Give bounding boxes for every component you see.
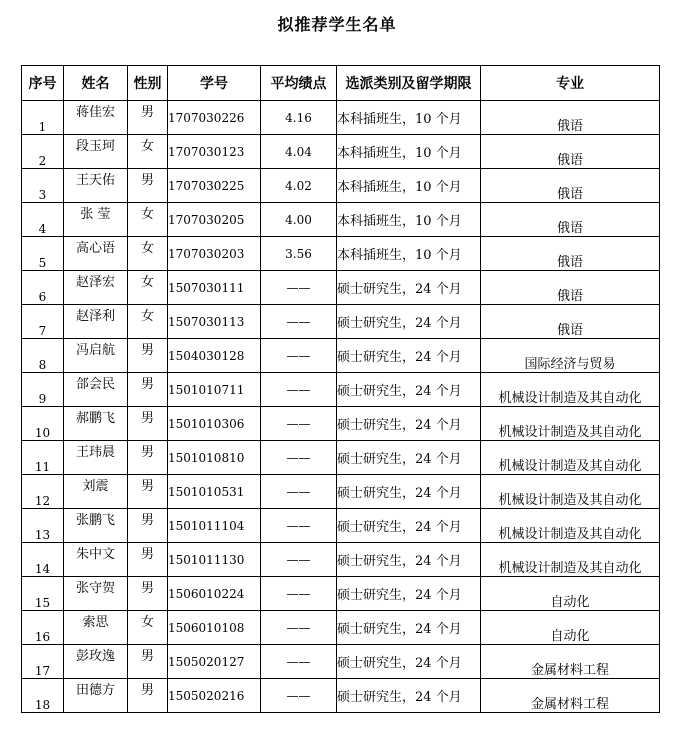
cell-major: 俄语 xyxy=(481,305,660,339)
cell-seq: 16 xyxy=(22,611,64,645)
cell-gender: 男 xyxy=(128,543,168,577)
header-type: 选派类别及留学期限 xyxy=(337,66,481,101)
cell-major: 机械设计制造及其自动化 xyxy=(481,543,660,577)
table-row xyxy=(22,611,660,645)
cell-major: 机械设计制造及其自动化 xyxy=(481,441,660,475)
cell-seq: 10 xyxy=(22,407,64,441)
cell-type: 硕士研究生，24 个月 xyxy=(337,611,481,645)
cell-student-id: 1505020127 xyxy=(168,645,261,679)
cell-seq: 3 xyxy=(22,169,64,203)
cell-major: 金属材料工程 xyxy=(481,645,660,679)
table-row xyxy=(22,101,660,135)
cell-student-id: 1507030111 xyxy=(168,271,261,305)
cell-gender: 女 xyxy=(128,271,168,305)
cell-student-id: 1707030226 xyxy=(168,101,261,135)
cell-type: 硕士研究生，24 个月 xyxy=(337,305,481,339)
table-row xyxy=(22,169,660,203)
cell-gpa: 4.16 xyxy=(261,101,337,135)
cell-gpa: —— xyxy=(261,271,337,305)
cell-gender: 男 xyxy=(128,373,168,407)
table-header-row xyxy=(22,66,660,101)
cell-type: 硕士研究生，24 个月 xyxy=(337,577,481,611)
cell-name: 高心语 xyxy=(64,237,128,271)
cell-gender: 男 xyxy=(128,679,168,713)
cell-name: 王天佑 xyxy=(64,169,128,203)
page-title: 拟推荐学生名单 xyxy=(277,15,397,34)
cell-gpa: —— xyxy=(261,679,337,713)
cell-gender: 男 xyxy=(128,441,168,475)
cell-gpa: —— xyxy=(261,373,337,407)
cell-seq: 9 xyxy=(22,373,64,407)
cell-name: 赵泽利 xyxy=(64,305,128,339)
cell-name: 刘震 xyxy=(64,475,128,509)
cell-gender: 女 xyxy=(128,305,168,339)
student-table xyxy=(21,65,660,713)
cell-major: 机械设计制造及其自动化 xyxy=(481,407,660,441)
cell-type: 硕士研究生，24 个月 xyxy=(337,441,481,475)
cell-gpa: —— xyxy=(261,577,337,611)
cell-type: 硕士研究生，24 个月 xyxy=(337,475,481,509)
cell-student-id: 1506010224 xyxy=(168,577,261,611)
cell-gender: 男 xyxy=(128,339,168,373)
cell-type: 硕士研究生，24 个月 xyxy=(337,679,481,713)
table-row xyxy=(22,135,660,169)
cell-name: 田德方 xyxy=(64,679,128,713)
cell-name: 赵泽宏 xyxy=(64,271,128,305)
cell-name: 郃会民 xyxy=(64,373,128,407)
table-row xyxy=(22,407,660,441)
cell-gender: 女 xyxy=(128,237,168,271)
cell-gpa: —— xyxy=(261,305,337,339)
cell-major: 俄语 xyxy=(481,271,660,305)
cell-student-id: 1501011104 xyxy=(168,509,261,543)
cell-seq: 8 xyxy=(22,339,64,373)
table-row xyxy=(22,373,660,407)
cell-type: 本科插班生，10 个月 xyxy=(337,203,481,237)
cell-gpa: —— xyxy=(261,475,337,509)
header-gpa: 平均绩点 xyxy=(261,66,337,101)
cell-name: 郝鹏飞 xyxy=(64,407,128,441)
table-row xyxy=(22,339,660,373)
cell-gpa: —— xyxy=(261,645,337,679)
cell-student-id: 1504030128 xyxy=(168,339,261,373)
cell-major: 机械设计制造及其自动化 xyxy=(481,509,660,543)
cell-gpa: 4.02 xyxy=(261,169,337,203)
cell-gpa: —— xyxy=(261,543,337,577)
cell-type: 本科插班生，10 个月 xyxy=(337,135,481,169)
cell-seq: 14 xyxy=(22,543,64,577)
cell-seq: 18 xyxy=(22,679,64,713)
cell-student-id: 1707030225 xyxy=(168,169,261,203)
cell-major: 自动化 xyxy=(481,611,660,645)
header-major: 专业 xyxy=(481,66,660,101)
cell-seq: 15 xyxy=(22,577,64,611)
cell-name: 张守贺 xyxy=(64,577,128,611)
cell-type: 本科插班生，10 个月 xyxy=(337,169,481,203)
cell-seq: 13 xyxy=(22,509,64,543)
table-row xyxy=(22,475,660,509)
header-seq: 序号 xyxy=(22,66,64,101)
header-name: 姓名 xyxy=(64,66,128,101)
cell-student-id: 1501010306 xyxy=(168,407,261,441)
header-student-id: 学号 xyxy=(168,66,261,101)
cell-type: 硕士研究生，24 个月 xyxy=(337,373,481,407)
cell-student-id: 1501011130 xyxy=(168,543,261,577)
cell-gpa: —— xyxy=(261,441,337,475)
cell-gpa: 4.00 xyxy=(261,203,337,237)
header-gender: 性别 xyxy=(128,66,168,101)
cell-seq: 6 xyxy=(22,271,64,305)
cell-type: 硕士研究生，24 个月 xyxy=(337,271,481,305)
cell-major: 俄语 xyxy=(481,169,660,203)
cell-gpa: 4.04 xyxy=(261,135,337,169)
table-row xyxy=(22,441,660,475)
cell-gender: 女 xyxy=(128,135,168,169)
cell-major: 俄语 xyxy=(481,203,660,237)
cell-name: 王玮晨 xyxy=(64,441,128,475)
cell-seq: 7 xyxy=(22,305,64,339)
table-row xyxy=(22,305,660,339)
cell-gender: 男 xyxy=(128,509,168,543)
cell-gpa: —— xyxy=(261,611,337,645)
cell-seq: 4 xyxy=(22,203,64,237)
cell-major: 自动化 xyxy=(481,577,660,611)
cell-seq: 11 xyxy=(22,441,64,475)
cell-gender: 男 xyxy=(128,577,168,611)
cell-seq: 2 xyxy=(22,135,64,169)
cell-student-id: 1505020216 xyxy=(168,679,261,713)
cell-type: 本科插班生，10 个月 xyxy=(337,237,481,271)
cell-student-id: 1501010531 xyxy=(168,475,261,509)
cell-type: 硕士研究生，24 个月 xyxy=(337,645,481,679)
cell-gender: 男 xyxy=(128,169,168,203)
cell-gpa: 3.56 xyxy=(261,237,337,271)
cell-student-id: 1507030113 xyxy=(168,305,261,339)
cell-student-id: 1501010810 xyxy=(168,441,261,475)
cell-major: 机械设计制造及其自动化 xyxy=(481,373,660,407)
cell-major: 俄语 xyxy=(481,237,660,271)
cell-name: 索思 xyxy=(64,611,128,645)
table-row xyxy=(22,679,660,713)
cell-student-id: 1506010108 xyxy=(168,611,261,645)
cell-type: 硕士研究生，24 个月 xyxy=(337,339,481,373)
cell-gender: 男 xyxy=(128,475,168,509)
cell-name: 张 莹 xyxy=(64,203,128,237)
cell-student-id: 1707030203 xyxy=(168,237,261,271)
table-row xyxy=(22,645,660,679)
cell-student-id: 1707030123 xyxy=(168,135,261,169)
cell-major: 金属材料工程 xyxy=(481,679,660,713)
table-row xyxy=(22,577,660,611)
cell-gpa: —— xyxy=(261,509,337,543)
cell-gender: 女 xyxy=(128,611,168,645)
cell-gender: 男 xyxy=(128,407,168,441)
cell-gender: 女 xyxy=(128,203,168,237)
cell-major: 国际经济与贸易 xyxy=(481,339,660,373)
cell-seq: 12 xyxy=(22,475,64,509)
cell-student-id: 1707030205 xyxy=(168,203,261,237)
cell-type: 硕士研究生，24 个月 xyxy=(337,543,481,577)
cell-name: 段玉珂 xyxy=(64,135,128,169)
cell-type: 硕士研究生，24 个月 xyxy=(337,407,481,441)
cell-name: 张鹏飞 xyxy=(64,509,128,543)
table-row xyxy=(22,509,660,543)
cell-gpa: —— xyxy=(261,339,337,373)
cell-name: 朱中文 xyxy=(64,543,128,577)
cell-type: 硕士研究生，24 个月 xyxy=(337,509,481,543)
cell-gpa: —— xyxy=(261,407,337,441)
cell-major: 俄语 xyxy=(481,101,660,135)
table-row xyxy=(22,271,660,305)
cell-student-id: 1501010711 xyxy=(168,373,261,407)
cell-name: 蒋佳宏 xyxy=(64,101,128,135)
table-row xyxy=(22,203,660,237)
cell-major: 机械设计制造及其自动化 xyxy=(481,475,660,509)
table-row xyxy=(22,543,660,577)
cell-gender: 男 xyxy=(128,101,168,135)
cell-seq: 5 xyxy=(22,237,64,271)
cell-major: 俄语 xyxy=(481,135,660,169)
cell-type: 本科插班生，10 个月 xyxy=(337,101,481,135)
cell-seq: 17 xyxy=(22,645,64,679)
cell-gender: 男 xyxy=(128,645,168,679)
cell-seq: 1 xyxy=(22,101,64,135)
cell-name: 彭玫逸 xyxy=(64,645,128,679)
table-row xyxy=(22,237,660,271)
cell-name: 冯启航 xyxy=(64,339,128,373)
